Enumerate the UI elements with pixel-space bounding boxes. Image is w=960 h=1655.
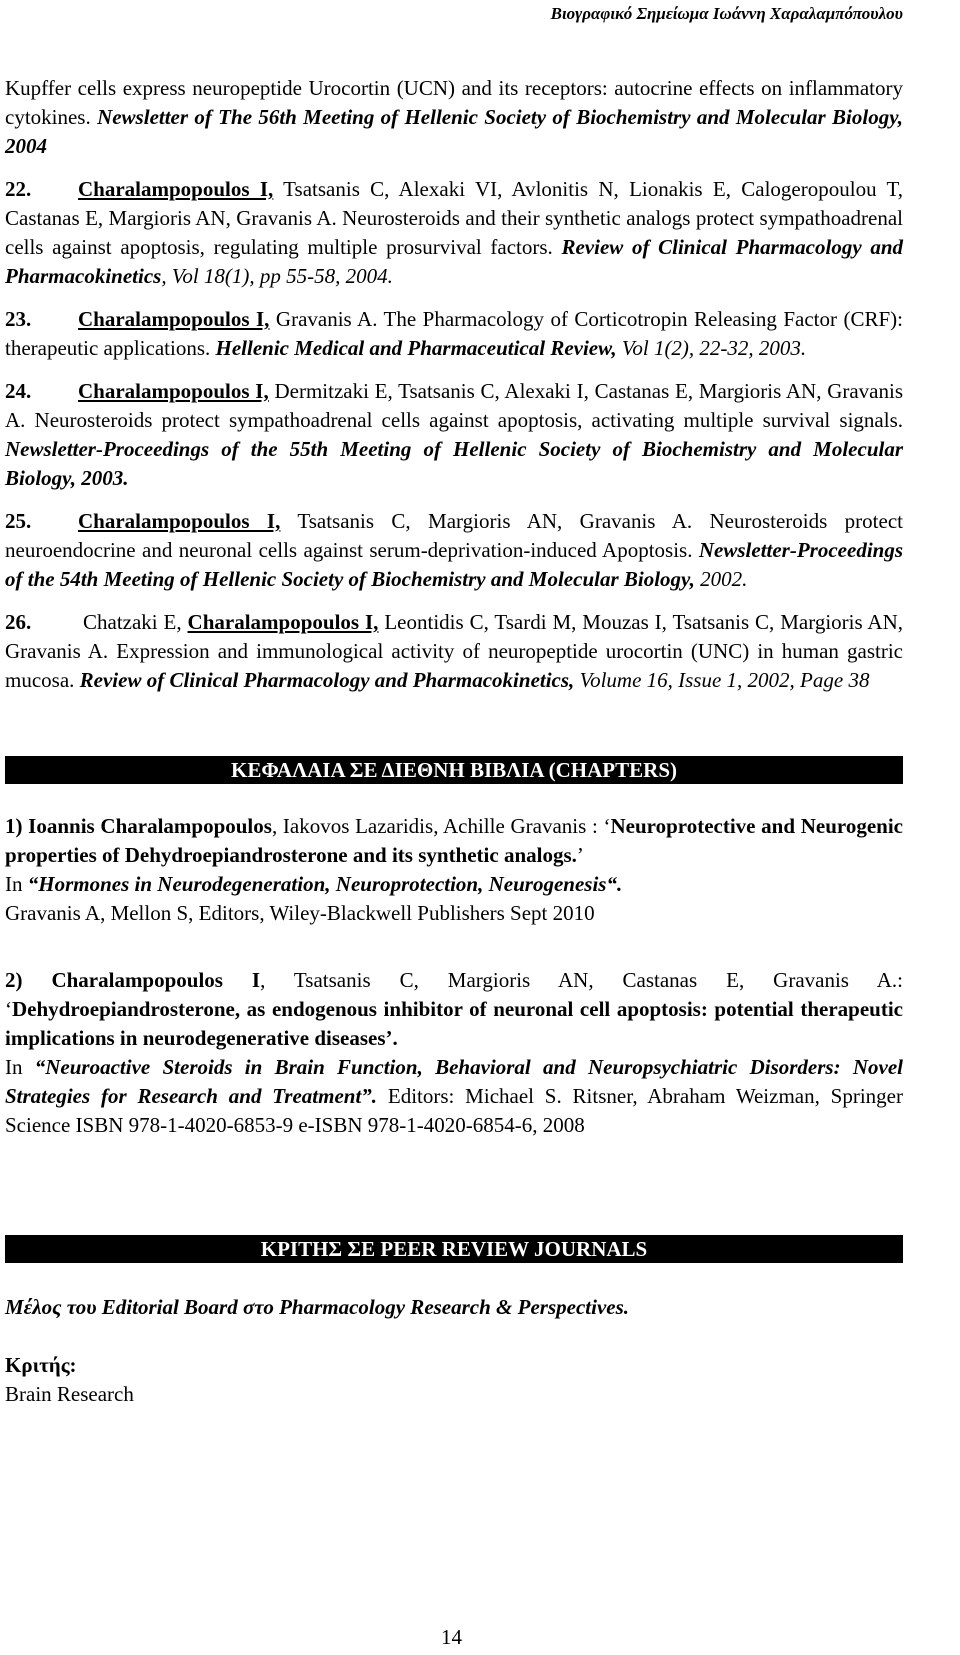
- reviewer-journal: Brain Research: [5, 1382, 134, 1406]
- publication-author: Charalampopoulos I,: [78, 379, 269, 403]
- chapter-book-line: [5, 870, 903, 899]
- publication-23: [5, 305, 903, 363]
- chapter-coauthors: , Tsatsanis C, Margioris AN, Castanas E, Gravanis A.: ‘: [5, 968, 904, 1021]
- publication-body: Dermitzaki E, Tsatsanis C, Alexaki I, Castanas E, Margioris AN, Gravanis A. Neurosteroids protect sympathoadrenal cells against apoptosis, activating multiple survival signals.: [5, 379, 904, 432]
- publication-continuation: [5, 74, 903, 161]
- section-heading-peer-review: ΚΡΙΤΗΣ ΣΕ PEER REVIEW JOURNALS: [5, 1235, 903, 1263]
- publication-details: , Vol 18(1), pp 55-58, 2004.: [161, 264, 393, 288]
- chapter-2: [5, 966, 903, 1140]
- publication-journal: Newsletter-Proceedings of the 54th Meeting of Hellenic Society of Biochemistry and Molecular Biology,: [5, 538, 903, 591]
- publication-number: 23.: [5, 307, 32, 331]
- publication-journal: Review of Clinical Pharmacology and Pharmacokinetics: [5, 235, 903, 288]
- publication-24: [5, 377, 903, 493]
- publication-26: [5, 608, 903, 695]
- publication-details: Volume 16, Issue 1, 2002, Page 38: [574, 668, 870, 692]
- publication-author: Charalampopoulos I,: [78, 509, 281, 533]
- chapter-editors: Editors: Michael S. Ritsner, Abraham Weizman, Springer Science ISBN 978-1-4020-6853-9 e-ISBN 978-1-4020-6854-6, 2008: [5, 1084, 903, 1137]
- publication-25: [5, 507, 903, 594]
- chapter-title: Neuroprotective and Neurogenic properties of Dehydroepiandrosterone and its synthetic analogs.: [5, 814, 903, 867]
- chapter-title-end: ’: [576, 843, 584, 867]
- running-header: Βιογραφικό Σημείωμα Ιωάννη Χαραλαμπόπουλου: [550, 4, 903, 23]
- publication-number: 22.: [5, 177, 32, 201]
- publication-body: Tsatsanis C, Margioris AN, Gravanis A. Neurosteroids protect neuroendocrine and neuronal cells against serum-deprivation-induced Apoptosis.: [5, 509, 903, 562]
- publication-body: Gravanis A. The Pharmacology of Corticotropin Releasing Factor (CRF): therapeutic applications.: [5, 307, 903, 360]
- chapter-1: [5, 812, 903, 928]
- chapter-book: “Hormones in Neurodegeneration, Neuroprotection, Neurogenesis“.: [27, 872, 623, 896]
- page-number: 14: [441, 1625, 462, 1649]
- section-heading-chapters: ΚΕΦΑΛΑΙΑ ΣΕ ΔΙΕΘΝΗ ΒΙΒΛΙΑ (CHAPTERS): [5, 756, 903, 784]
- chapter-book: “Neuroactive Steroids in Brain Function, Behavioral and Neuropsychiatric Disorders: Novel Strategies for Research and Treatment”.: [5, 1055, 903, 1108]
- chapter-author: 1) Ioannis Charalampopoulos: [5, 814, 272, 838]
- publication-body: Leontidis C, Tsardi M, Mouzas I, Tsatsanis C, Margioris AN, Gravanis A. Expression and immunological activity of neuropeptide urocortin (UNC) in human gastric mucosa.: [5, 610, 903, 692]
- continuation-journal: Newsletter of The 56th Meeting of Hellenic Society of Biochemistry and Molecular Biology, 2004: [5, 105, 903, 158]
- publication-number: 25.: [5, 509, 32, 533]
- publication-body: Tsatsanis C, Alexaki VI, Avlonitis N, Lionakis E, Calogeropoulou T, Castanas E, Margioris AN, Gravanis A. Neurosteroids and their synthetic analogs protect sympathoadrenal cells against apoptosis, regulating multiple prosurvival factors.: [5, 177, 903, 259]
- publication-author: Charalampopoulos I,: [78, 307, 270, 331]
- publication-journal: Review of Clinical Pharmacology and Pharmacokinetics,: [79, 668, 575, 692]
- publication-first-author: Chatzaki E,: [83, 610, 188, 634]
- publication-details: Vol 1(2), 22-32, 2003.: [616, 336, 807, 360]
- continuation-text: Kupffer cells express neuropeptide Urocortin (UCN) and its receptors: autocrine effects on inflammatory cytokines.: [5, 76, 903, 129]
- publication-22: [5, 175, 903, 291]
- chapter-title: Dehydroepiandrosterone, as endogenous inhibitor of neuronal cell apoptosis: potential therapeutic implications in neurodegenerative diseases’.: [5, 997, 903, 1050]
- chapter-author: 2) Charalampopoulos I: [5, 968, 261, 992]
- reviewer-label: Κριτής:: [5, 1353, 77, 1377]
- editorial-board: Μέλος του Editorial Board στο Pharmacology Research & Perspectives.: [5, 1295, 630, 1319]
- chapter-in-label: In: [5, 1055, 35, 1079]
- chapter-coauthors: , Iakovos Lazaridis, Achille Gravanis : ‘: [271, 814, 611, 838]
- publication-author: Charalampopoulos I,: [78, 177, 274, 201]
- publication-journal: Newsletter-Proceedings of the 55th Meeting of Hellenic Society of Biochemistry and Molecular Biology, 2003.: [5, 437, 903, 490]
- publication-number: 24.: [5, 379, 32, 403]
- publication-journal: Hellenic Medical and Pharmaceutical Review,: [215, 336, 617, 360]
- publication-author: Charalampopoulos I,: [187, 610, 379, 634]
- chapter-in-label: In: [5, 872, 28, 896]
- publication-details: 2002.: [694, 567, 748, 591]
- chapter-editors: Gravanis A, Mellon S, Editors, Wiley-Blackwell Publishers Sept 2010: [5, 901, 595, 925]
- publication-number: 26.: [5, 610, 32, 634]
